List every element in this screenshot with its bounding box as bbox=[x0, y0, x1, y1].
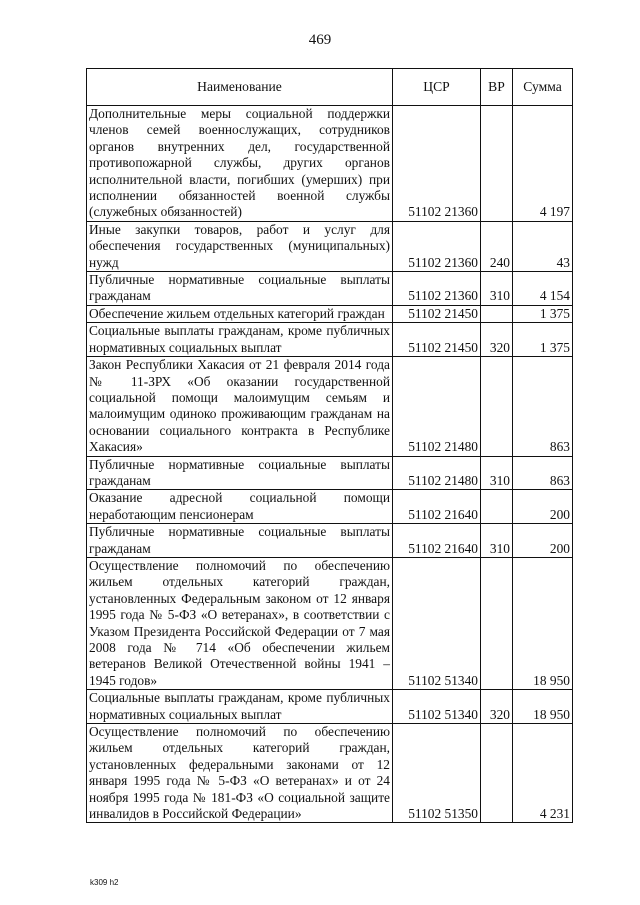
row-sum: 863 bbox=[513, 357, 573, 456]
row-csr: 51102 21480 bbox=[393, 357, 481, 456]
row-sum: 200 bbox=[513, 524, 573, 558]
row-vr bbox=[481, 724, 513, 823]
table-row bbox=[87, 323, 573, 357]
row-vr: 310 bbox=[481, 456, 513, 490]
row-vr: 310 bbox=[481, 272, 513, 306]
row-csr: 51102 21640 bbox=[393, 524, 481, 558]
row-vr bbox=[481, 557, 513, 689]
row-sum: 1 375 bbox=[513, 323, 573, 357]
table-row bbox=[87, 106, 573, 222]
row-vr: 320 bbox=[481, 690, 513, 724]
row-csr: 51102 51350 bbox=[393, 724, 481, 823]
row-vr: 240 bbox=[481, 221, 513, 271]
header-sum: Сумма bbox=[513, 69, 573, 106]
row-name: Социальные выплаты гражданам, кроме публичных нормативных социальных выплат bbox=[87, 323, 393, 357]
row-sum: 18 950 bbox=[513, 690, 573, 724]
row-csr: 51102 51340 bbox=[393, 557, 481, 689]
row-name: Публичные нормативные социальные выплаты гражданам bbox=[87, 272, 393, 306]
row-csr: 51102 21640 bbox=[393, 490, 481, 524]
table-row bbox=[87, 524, 573, 558]
row-vr bbox=[481, 305, 513, 322]
table-row bbox=[87, 690, 573, 724]
table-header-row bbox=[87, 69, 573, 106]
row-name: Иные закупки товаров, работ и услуг для обеспечения государственных (муниципальных) нужд bbox=[87, 221, 393, 271]
header-vr: ВР bbox=[481, 69, 513, 106]
row-vr: 310 bbox=[481, 524, 513, 558]
row-csr: 51102 51340 bbox=[393, 690, 481, 724]
row-sum: 4 231 bbox=[513, 724, 573, 823]
table-row bbox=[87, 272, 573, 306]
footer-code: k309 h2 bbox=[90, 878, 119, 887]
row-name: Оказание адресной социальной помощи неработающим пенсионерам bbox=[87, 490, 393, 524]
row-sum: 43 bbox=[513, 221, 573, 271]
row-csr: 51102 21480 bbox=[393, 456, 481, 490]
row-csr: 51102 21450 bbox=[393, 305, 481, 322]
row-vr bbox=[481, 357, 513, 456]
table-row bbox=[87, 221, 573, 271]
row-sum: 4 154 bbox=[513, 272, 573, 306]
row-name: Публичные нормативные социальные выплаты гражданам bbox=[87, 456, 393, 490]
row-sum: 1 375 bbox=[513, 305, 573, 322]
row-name: Осуществление полномочий по обеспечению жильем отдельных категорий граждан, установленных федеральными законами от 12 января 1995 года № 5-ФЗ «О ветеранах» и от 24 ноября 1995 года № 181-ФЗ «О социальной защите инвалидов в Российской Федерации» bbox=[87, 724, 393, 823]
table-row bbox=[87, 557, 573, 689]
row-name: Дополнительные меры социальной поддержки членов семей военнослужащих, сотрудников органов внутренних дел, государственной противопожарной службы, других органов исполнительной власти, погибших (умерших) при исполнении обязанностей военной службы (служебных обязанностей) bbox=[87, 106, 393, 222]
row-csr: 51102 21450 bbox=[393, 323, 481, 357]
table-row bbox=[87, 724, 573, 823]
table-row bbox=[87, 357, 573, 456]
page-number: 469 bbox=[308, 32, 332, 48]
row-name: Осуществление полномочий по обеспечению жильем отдельных категорий граждан, установленных Федеральным законом от 12 января 1995 года № 5-ФЗ «О ветеранах», в соответствии с Указом Президента Российской Федерации от 7 мая 2008 года № 714 «Об обеспечении жильем ветеранов Великой Отечественной войны 1941 – 1945 годов» bbox=[87, 557, 393, 689]
row-name: Публичные нормативные социальные выплаты гражданам bbox=[87, 524, 393, 558]
row-name: Закон Республики Хакасия от 21 февраля 2014 года № 11-ЗРХ «Об оказании государственной социальной помощи малоимущим семьям и малоимущим одиноко проживающим гражданам на основании социального контракта в Республике Хакасия» bbox=[87, 357, 393, 456]
row-vr: 320 bbox=[481, 323, 513, 357]
row-sum: 18 950 bbox=[513, 557, 573, 689]
row-sum: 200 bbox=[513, 490, 573, 524]
row-csr: 51102 21360 bbox=[393, 221, 481, 271]
table-row bbox=[87, 305, 573, 322]
budget-table bbox=[86, 68, 573, 823]
row-vr bbox=[481, 490, 513, 524]
header-csr: ЦСР bbox=[393, 69, 481, 106]
table-row bbox=[87, 490, 573, 524]
header-name: Наименование bbox=[87, 69, 393, 106]
table-row bbox=[87, 456, 573, 490]
row-csr: 51102 21360 bbox=[393, 272, 481, 306]
row-name: Социальные выплаты гражданам, кроме публичных нормативных социальных выплат bbox=[87, 690, 393, 724]
row-name: Обеспечение жильем отдельных категорий граждан bbox=[87, 305, 393, 322]
row-vr bbox=[481, 106, 513, 222]
row-sum: 4 197 bbox=[513, 106, 573, 222]
row-sum: 863 bbox=[513, 456, 573, 490]
row-csr: 51102 21360 bbox=[393, 106, 481, 222]
